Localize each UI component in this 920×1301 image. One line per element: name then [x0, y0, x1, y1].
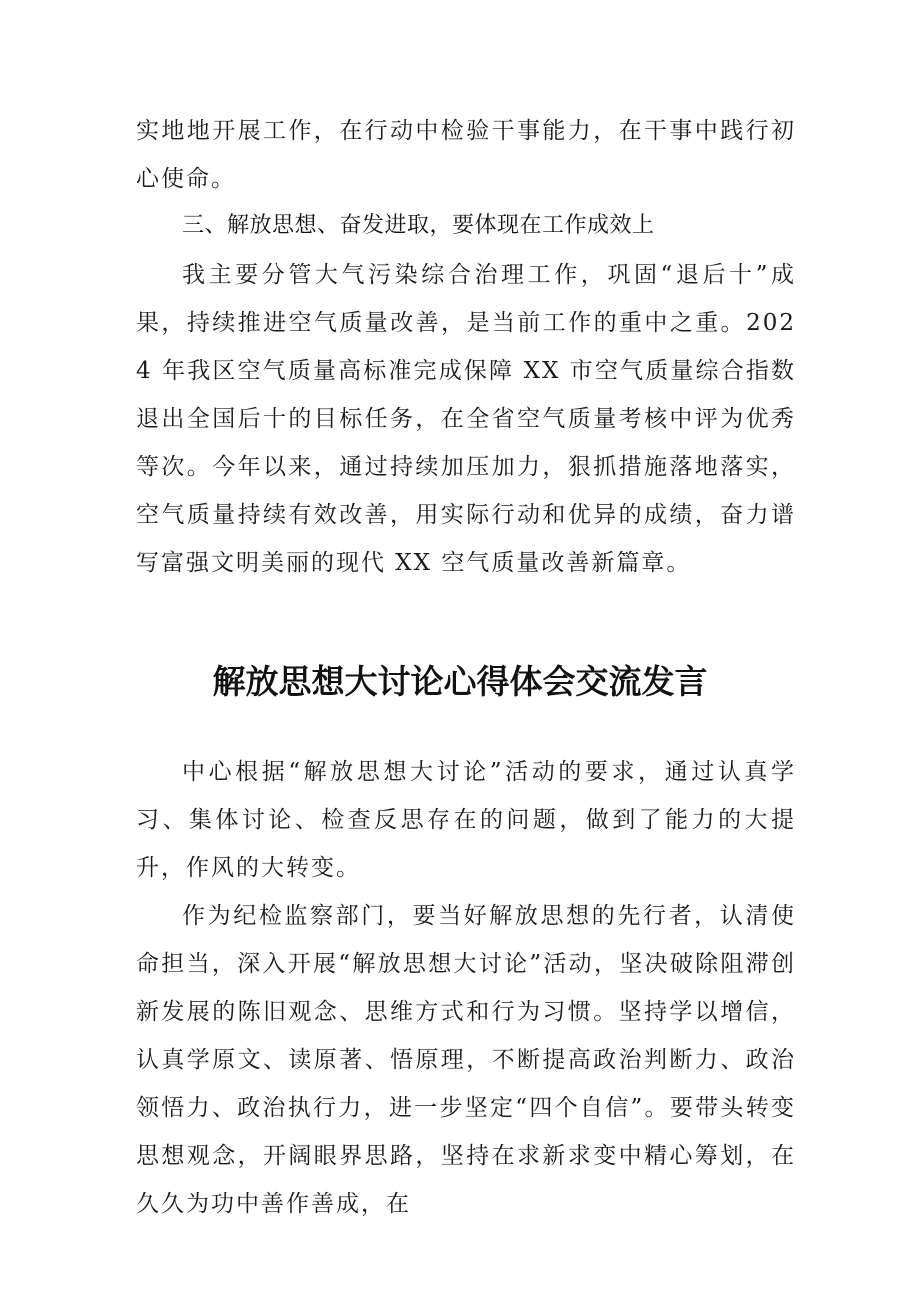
section3-body-paragraph: 我主要分管大气污染综合治理工作，巩固“退后十”成果，持续推进空气质量改善，是当前工作的重中之重。2024 年我区空气质量高标准完成保障 XX 市空气质量综合指数退出全国后十的目标任务，在全省空气质量考核中评为优秀等次。今年以来，通过持续加压加力，狠抓措施落地落实，空气质量持续有效改善，用实际行动和优异的成绩，奋力谱写富强文明美丽的现代 XX 空气质量改善新篇章。	[136, 262, 796, 576]
article2-paragraph-1: 中心根据“解放思想大讨论”活动的要求，通过认真学习、集体讨论、检查反思存在的问题，做到了能力的大提升，作风的大转变。	[136, 759, 796, 881]
article2-paragraph-2: 作为纪检监察部门，要当好解放思想的先行者，认清使命担当，深入开展“解放思想大讨论”活动，坚决破除阻滞创新发展的陈旧观念、思维方式和行为习惯。坚持学以增信，认真学原文、读原著、悟原理，不断提高政治判断力、政治领悟力、政治执行力，进一步坚定“四个自信”。要带头转变思想观念，开阔眼界思路，坚持在求新求变中精心筹划，在久久为功中善作善成，在	[136, 903, 796, 1217]
section3-heading: 三、解放思想、奋发进取，要体现在工作成效上	[182, 213, 655, 238]
section1-continuation-paragraph: 实地地开展工作，在行动中检验干事能力，在干事中践行初心使命。	[136, 118, 796, 192]
article2-block	[136, 748, 796, 1228]
article-title: 解放思想大讨论心得体会交流发言	[212, 662, 708, 701]
section1-block	[136, 107, 796, 203]
section3-block	[136, 251, 796, 587]
